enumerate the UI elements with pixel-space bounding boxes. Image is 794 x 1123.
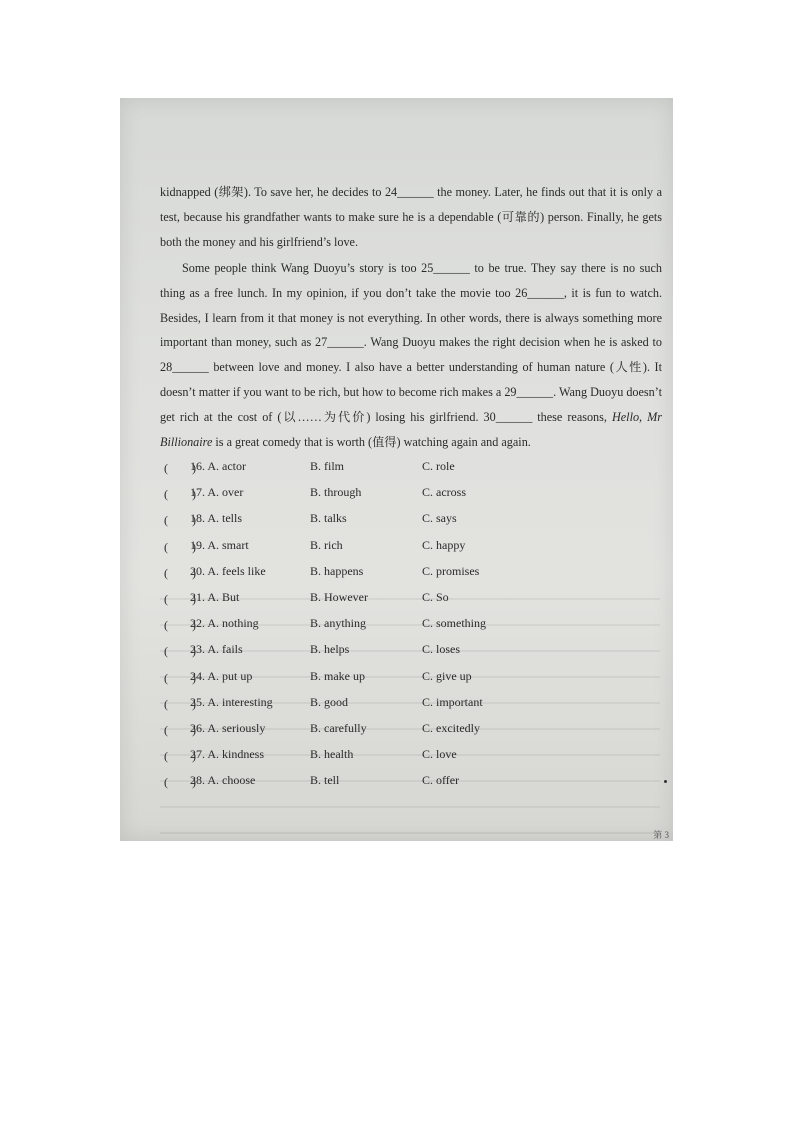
option-a: 25. A. interesting [190, 694, 273, 709]
option-c: C. love [422, 747, 457, 762]
option-a: 20. A. feels like [190, 563, 266, 578]
option-b: B. happens [310, 563, 364, 578]
option-b: B. make up [310, 668, 365, 683]
passage-paragraph-2-part-1: Some people think Wang Duoyu’s story is too 25______ to be true. They say there is no such thing as a free lunch. In my opinion, if you don’t take the movie too 26______, it is fun to watch. Besides, I learn from it that money is not everything. In other words, there is always something more important than money, such as 27______. Wang Duoyu makes the right decision when he is asked to 28______ between love and money. I also have a better understanding of human nature (人性). It doesn’t matter if you want to be rich, but how to become rich makes a 29______. Wang Duoyu doesn’t get rich at the cost of (以……为代价) losing his girlfriend. 30______ these reasons, [160, 261, 662, 424]
passage-paragraph-1: kidnapped (绑架). To save her, he decides to 24______ the money. Later, he finds out that it is only a test, because his grandfather wants to make sure he is a dependable (可靠的) person. Finally, he gets both the money and his girlfriend’s love. [160, 185, 662, 249]
answer-blank[interactable]: ( ) [164, 461, 196, 475]
answer-blank[interactable]: ( ) [164, 565, 196, 580]
option-c: C. offer [422, 773, 460, 788]
option-a: 22. A. nothing [190, 616, 259, 631]
question-row-21 [160, 590, 660, 616]
option-a: 28. A. choose [190, 773, 256, 788]
option-a: 19. A. smart [190, 537, 249, 552]
option-c: C. role [422, 459, 455, 473]
scanned-worksheet-photo [120, 98, 673, 841]
option-c: C. excitedly [422, 720, 480, 735]
option-b: B. rich [310, 537, 343, 552]
answer-blank[interactable]: ( ) [164, 775, 196, 790]
passage-paragraph-2-part-2: is a great comedy that is worth (值得) watching again and again. [212, 434, 531, 449]
option-c: C. something [422, 616, 487, 631]
answer-blank[interactable]: ( ) [164, 749, 196, 764]
question-row-22 [160, 616, 660, 642]
option-a: 21. A. But [190, 589, 240, 604]
answer-blank[interactable]: ( ) [164, 513, 196, 528]
option-c: C. happy [422, 537, 466, 552]
option-c: C. promises [422, 563, 480, 578]
option-b: B. talks [310, 511, 347, 526]
option-b: B. through [310, 485, 362, 500]
option-b: B. However [310, 589, 368, 604]
answer-blank[interactable]: ( ) [164, 539, 196, 554]
option-a: 27. A. kindness [190, 747, 265, 762]
answer-blank[interactable]: ( ) [164, 696, 196, 711]
question-row-23 [160, 642, 660, 668]
option-b: B. anything [310, 616, 366, 631]
question-row-25 [160, 695, 660, 721]
option-b: B. tell [310, 773, 340, 788]
question-row-19 [160, 538, 660, 564]
option-c: C. says [422, 511, 457, 526]
option-a: 18. A. tells [190, 511, 243, 526]
question-row-26 [160, 721, 660, 747]
option-c: C. give up [422, 668, 472, 683]
option-c: C. across [422, 485, 466, 500]
question-row-24 [160, 669, 660, 695]
answer-blank[interactable]: ( ) [164, 670, 196, 685]
question-row-16 [160, 459, 660, 485]
option-b: B. good [310, 694, 349, 709]
movie-title: Hello, Mr Billionaire [160, 409, 662, 449]
answer-blank[interactable]: ( ) [164, 487, 196, 502]
answer-blank[interactable]: ( ) [164, 591, 196, 606]
option-b: B. health [310, 747, 354, 762]
multiple-choice-options [160, 459, 660, 799]
question-row-17 [160, 485, 660, 511]
option-a: 23. A. fails [190, 642, 243, 657]
option-c: C. important [422, 694, 483, 709]
option-c: C. loses [422, 642, 461, 657]
option-b: B. film [310, 459, 345, 473]
option-b: B. carefully [310, 720, 367, 735]
question-row-28 [160, 773, 660, 799]
question-row-27 [160, 747, 660, 773]
answer-blank[interactable]: ( ) [164, 644, 196, 659]
option-b: B. helps [310, 642, 350, 657]
option-a: 26. A. seriously [190, 720, 266, 735]
question-row-18 [160, 511, 660, 537]
question-row-20 [160, 564, 660, 590]
option-c: C. So [422, 589, 449, 604]
option-a: 16. A. actor [190, 459, 246, 473]
ink-dot [664, 780, 667, 783]
option-a: 24. A. put up [190, 668, 253, 683]
answer-blank[interactable]: ( ) [164, 722, 196, 737]
answer-blank[interactable]: ( ) [164, 618, 196, 633]
passage-paragraph-2 [160, 256, 662, 454]
page-number: 第 3 [653, 830, 669, 840]
option-a: 17. A. over [190, 485, 244, 500]
